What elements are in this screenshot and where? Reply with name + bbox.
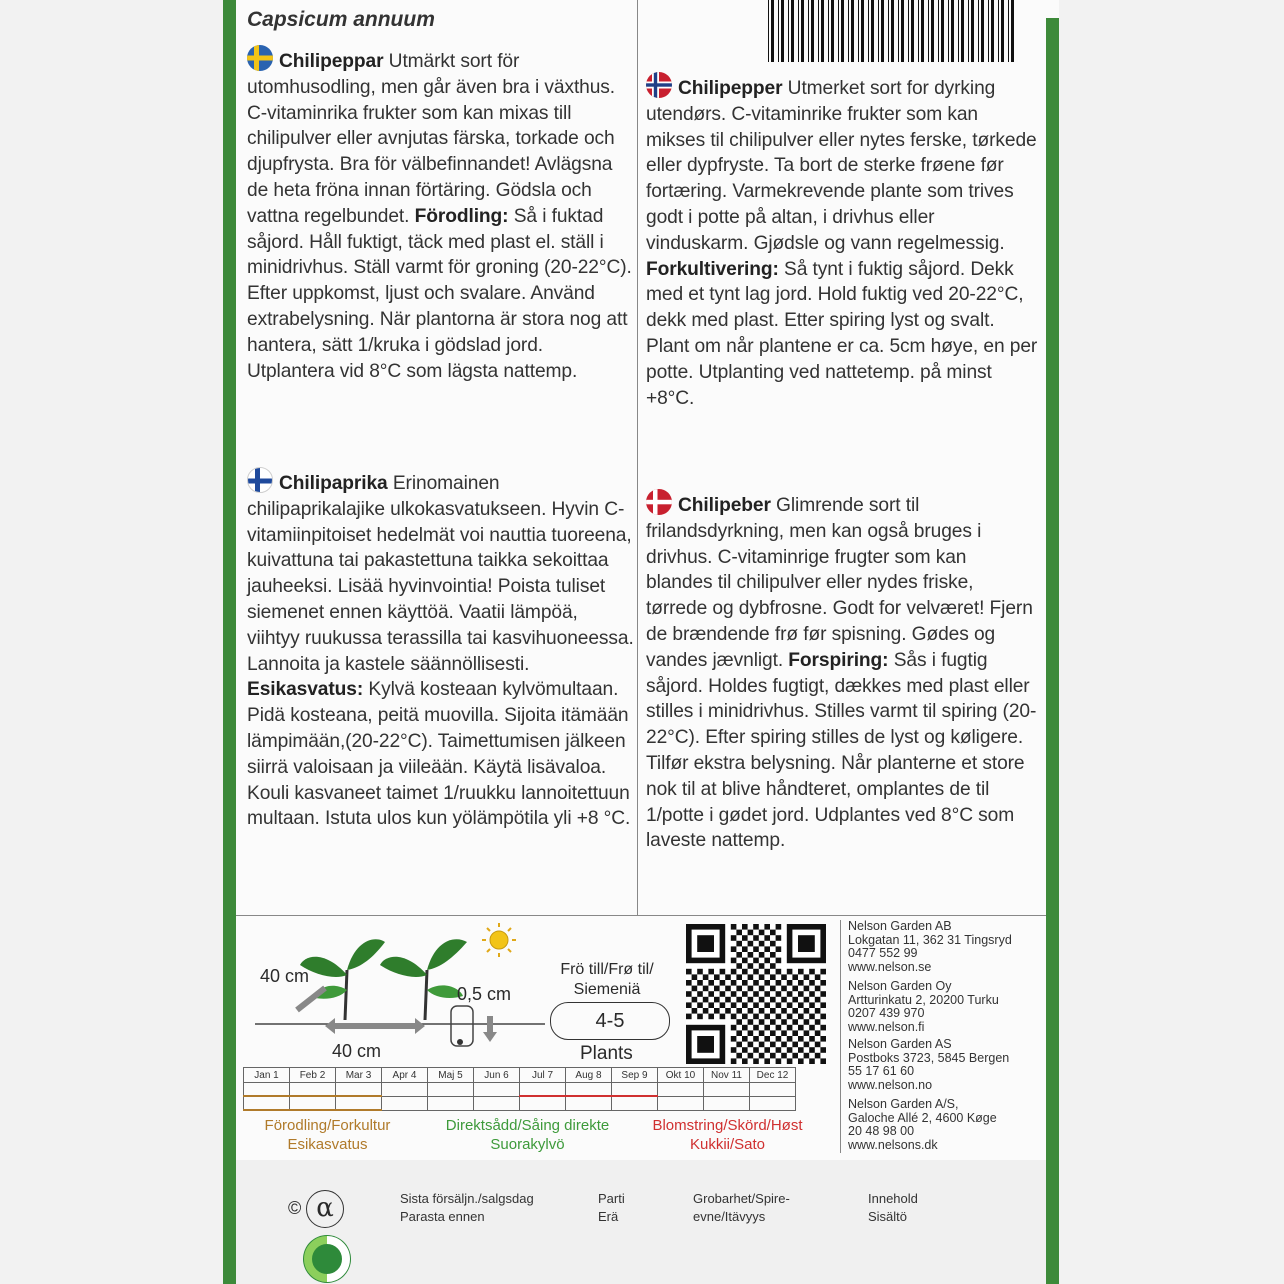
body-finnish-1: Erinomainen chilipaprikalajike ulkokasvatukseen. Hyvin C-vitamiinpitoiset hedelmät voi nauttia tuoreena, kuivattuna tai pakastettuna taikka sekoittaa jauheeksi. Lisää hyvinvointia! Poista tuliset siemenet ennen käyttöä. Vaatii lämpöä, viihtyy ruukussa terassilla tai kasvihuoneessa. Lannoita ja kastele säännöllisesti. xyxy=(247,473,634,675)
content-label xyxy=(868,1190,918,1226)
body-norwegian-2: Så tynt i fuktig såjord. Dekk med et tynt lag jord. Hold fuktig ved 20-22°C, dekk med plast. Etter spiring lyst og svalt. Plant om når plantene er ca. 5cm høye, en per potte. Utplanting ved nattetemp. på minst +8°C. xyxy=(646,258,1038,409)
legend-harvest-line2: Kukkii/Sato xyxy=(689,1136,766,1153)
qr-code xyxy=(686,924,826,1064)
calendar-cell xyxy=(474,1096,520,1110)
arrow-icon xyxy=(297,988,325,1010)
packet-footer xyxy=(236,1160,1046,1284)
calendar-cell xyxy=(336,1096,382,1110)
text-danish xyxy=(646,489,1038,854)
best-before-line1: Sista försäljn./salgsdag xyxy=(400,1191,534,1206)
calendar-cell xyxy=(750,1096,796,1110)
content-line2: Sisältö xyxy=(868,1209,908,1224)
green-dot-recycling-icon xyxy=(302,1234,352,1284)
calendar-cell xyxy=(428,1083,474,1097)
sowing-depth-label: 0,5 cm xyxy=(457,984,512,1004)
heading-danish-sowing: Forspiring: xyxy=(788,649,889,671)
calendar-month: Jul 7 xyxy=(520,1068,566,1083)
legend-indoor xyxy=(245,1116,410,1154)
spacing-row-label: 40 cm xyxy=(260,966,310,986)
calendar-cell xyxy=(336,1083,382,1097)
calendar-cell xyxy=(428,1096,474,1110)
address-website: www.nelson.se xyxy=(848,959,932,974)
address-line: Nelson Garden AB xyxy=(848,919,952,933)
address-website: www.nelson.no xyxy=(848,1077,933,1092)
legend-direct-line2: Suorakylvö xyxy=(490,1136,565,1153)
text-finnish xyxy=(247,467,635,832)
seeds-label-line2: Siemeniä xyxy=(573,981,641,998)
barcode xyxy=(766,0,1018,64)
address-line: 55 17 61 60 xyxy=(848,1064,915,1078)
address-line: 0207 439 970 xyxy=(848,1006,925,1020)
calendar-cell xyxy=(658,1096,704,1110)
seeds-label xyxy=(548,960,666,1000)
calendar-cell xyxy=(566,1083,612,1097)
text-swedish xyxy=(247,45,635,384)
legend-indoor-line1: Förodling/Forkultur xyxy=(264,1117,391,1134)
column-divider xyxy=(637,0,638,915)
address-norway xyxy=(848,1038,1009,1092)
calendar-cell xyxy=(520,1096,566,1110)
finland-flag-icon xyxy=(247,467,273,493)
address-line: 20 48 98 00 xyxy=(848,1124,915,1138)
body-norwegian-1: Utmerket sort for dyrking utendørs. C-vitaminrike frukter som kan mikses til chilipulver eller nytes ferske, tørkede eller dypfryste. Ta bort de sterke frøene før fortæring. Varmekrevende plante som trives godt i potte på altan, i drivhus eller vinduskarm. Gjødsle og vann regelmessig. xyxy=(646,78,1037,254)
body-finnish-2: Kylvä kosteaan kylvömultaan. Pidä kosteana, peitä muovilla. Sijoita itämään lämpimään,(20-22°C). Taimettumisen jälkeen siirrä valoisaan ja viileään. Käytä lisävaloa. Kouli kasvaneet taimet 1/ruukku lannoitettuun multaan. Istuta ulos kun yölämpötila yli +8 °C. xyxy=(247,679,631,830)
calendar-cell xyxy=(244,1083,290,1097)
calendar-month: Feb 2 xyxy=(290,1068,336,1083)
address-line: Nelson Garden AS xyxy=(848,1037,952,1051)
address-finland xyxy=(848,980,999,1034)
calendar-cell xyxy=(382,1083,428,1097)
calendar-cell xyxy=(566,1096,612,1110)
copyright-symbol: © xyxy=(288,1198,302,1218)
plants-label: Plants xyxy=(580,1043,633,1064)
text-norwegian xyxy=(646,72,1038,411)
seedling-icon xyxy=(380,939,467,1020)
sun-icon xyxy=(482,923,516,957)
seeds-label-line1: Frö till/Frø til/ xyxy=(560,961,654,978)
calendar-month: Mar 3 xyxy=(336,1068,382,1083)
address-line: 0477 552 99 xyxy=(848,946,918,960)
address-sweden xyxy=(848,920,1012,974)
body-danish-1: Glimrende sort til frilandsdyrkning, men kan også bruges i drivhus. C-vitaminrige frugter som kan blandes til chilipulver eller nydes friske, tørrede og dybfrosne. Godt for velværet! Fjern de brændende frø før spisning. Gødes og vandes jævnligt. xyxy=(646,495,1033,671)
norway-flag-icon xyxy=(646,72,672,98)
body-danish-2: Sås i fugtig såjord. Holdes fugtigt, dækkes med plast eller stilles i minidrivhus. Stilles varmt til spiring (20-22°C). Efter spiring stilles de lyst og køligere. Tilfør ekstra belysning. Når planterne et store nok til at blive håndteret, omplantes de til 1/potte i gødet jord. Udplantes ved 8°C som laveste nattemp. xyxy=(646,649,1037,852)
address-divider xyxy=(840,920,841,1153)
calendar-cell xyxy=(612,1083,658,1097)
germination-label xyxy=(693,1190,790,1226)
calendar-month: Aug 8 xyxy=(566,1068,612,1083)
calendar-month: Sep 9 xyxy=(612,1068,658,1083)
calendar-month: Jan 1 xyxy=(244,1068,290,1083)
seedling-icon xyxy=(300,939,385,1020)
alpha-logo: α xyxy=(306,1190,344,1228)
calendar-cell xyxy=(612,1096,658,1110)
address-line: Nelson Garden A/S, xyxy=(848,1097,959,1111)
address-denmark xyxy=(848,1098,997,1152)
batch-line1: Parti xyxy=(598,1191,625,1206)
address-line: Galoche Allé 2, 4600 Køge xyxy=(848,1110,997,1125)
calendar-month: Nov 11 xyxy=(704,1068,750,1083)
calendar-month: Apr 4 xyxy=(382,1068,428,1083)
body-swedish-2: Så i fuktad såjord. Håll fuktigt, täck med plast el. ställ i minidrivhus. Ställ varmt för groning (20-22°C). Efter uppkomst, ljust och svalare. Använd extrabelysning. När plantorna är stora nog att hantera, sätt 1/kruka i gödslad jord. Utplantera vid 8°C som lägsta nattemp. xyxy=(247,205,632,382)
calendar-cell xyxy=(290,1096,336,1110)
legend-indoor-line2: Esikasvatus xyxy=(287,1136,368,1153)
content-line1: Innehold xyxy=(868,1191,918,1206)
calendar-cell xyxy=(750,1083,796,1097)
title-finnish: Chilipaprika xyxy=(279,473,388,494)
batch-line2: Erä xyxy=(598,1209,619,1224)
calendar-month: Maj 5 xyxy=(428,1068,474,1083)
address-website: www.nelson.fi xyxy=(848,1019,925,1034)
sweden-flag-icon xyxy=(247,45,273,71)
section-divider xyxy=(236,915,1046,916)
calendar-cell xyxy=(382,1096,428,1110)
heading-swedish-sowing: Förodling: xyxy=(414,205,509,227)
green-edge-right xyxy=(1046,18,1059,1284)
legend-direct-line1: Direktsådd/Såing direkte xyxy=(445,1117,610,1134)
calendar-cell xyxy=(520,1083,566,1097)
calendar-cell xyxy=(474,1083,520,1097)
calendar-cell xyxy=(704,1096,750,1110)
address-line: Artturinkatu 2, 20200 Turku xyxy=(848,992,999,1007)
legend-harvest xyxy=(640,1116,815,1154)
address-line: Lokgatan 11, 362 31 Tingsryd xyxy=(848,932,1012,947)
title-danish: Chilipeber xyxy=(678,495,771,516)
heading-norwegian-sowing: Forkultivering: xyxy=(646,258,779,280)
seeds-count: 4-5 xyxy=(550,1002,670,1040)
calendar-month: Jun 6 xyxy=(474,1068,520,1083)
green-edge-left xyxy=(223,0,236,1284)
legend-harvest-line1: Blomstring/Skörd/Høst xyxy=(652,1117,803,1134)
latin-name: Capsicum annuum xyxy=(247,8,435,31)
calendar-month: Dec 12 xyxy=(750,1068,796,1083)
germination-line2: evne/Itävyys xyxy=(693,1209,766,1224)
batch-label xyxy=(598,1190,625,1226)
body-swedish-1: Utmärkt sort för utomhusodling, men går även bra i växthus. C-vitaminrika frukter som kan mixas till chilipulver eller avnjutas färska, torkade och djupfrysta. Bra för välbefinnandet! Avlägsna de heta fröna innan förtäring. Gödsla och vattna regelbundet. xyxy=(247,51,616,227)
legend-direct xyxy=(430,1116,625,1154)
germination-line1: Grobarhet/Spire- xyxy=(693,1191,790,1206)
calendar-cell xyxy=(704,1083,750,1097)
sowing-calendar xyxy=(243,1067,796,1111)
heading-finnish-sowing: Esikasvatus: xyxy=(247,679,364,701)
best-before-label xyxy=(400,1190,534,1226)
calendar-month: Okt 10 xyxy=(658,1068,704,1083)
address-line: Nelson Garden Oy xyxy=(848,979,952,993)
best-before-line2: Parasta ennen xyxy=(400,1209,485,1224)
denmark-flag-icon xyxy=(646,489,672,515)
calendar-cell xyxy=(244,1096,290,1110)
title-norwegian: Chilipepper xyxy=(678,78,783,99)
calendar-cell xyxy=(658,1083,704,1097)
calendar-cell xyxy=(290,1083,336,1097)
address-line: Postboks 3723, 5845 Bergen xyxy=(848,1050,1010,1065)
spacing-plant-label: 40 cm xyxy=(332,1041,382,1061)
title-swedish: Chilipeppar xyxy=(279,51,384,72)
address-website: www.nelsons.dk xyxy=(848,1137,938,1152)
